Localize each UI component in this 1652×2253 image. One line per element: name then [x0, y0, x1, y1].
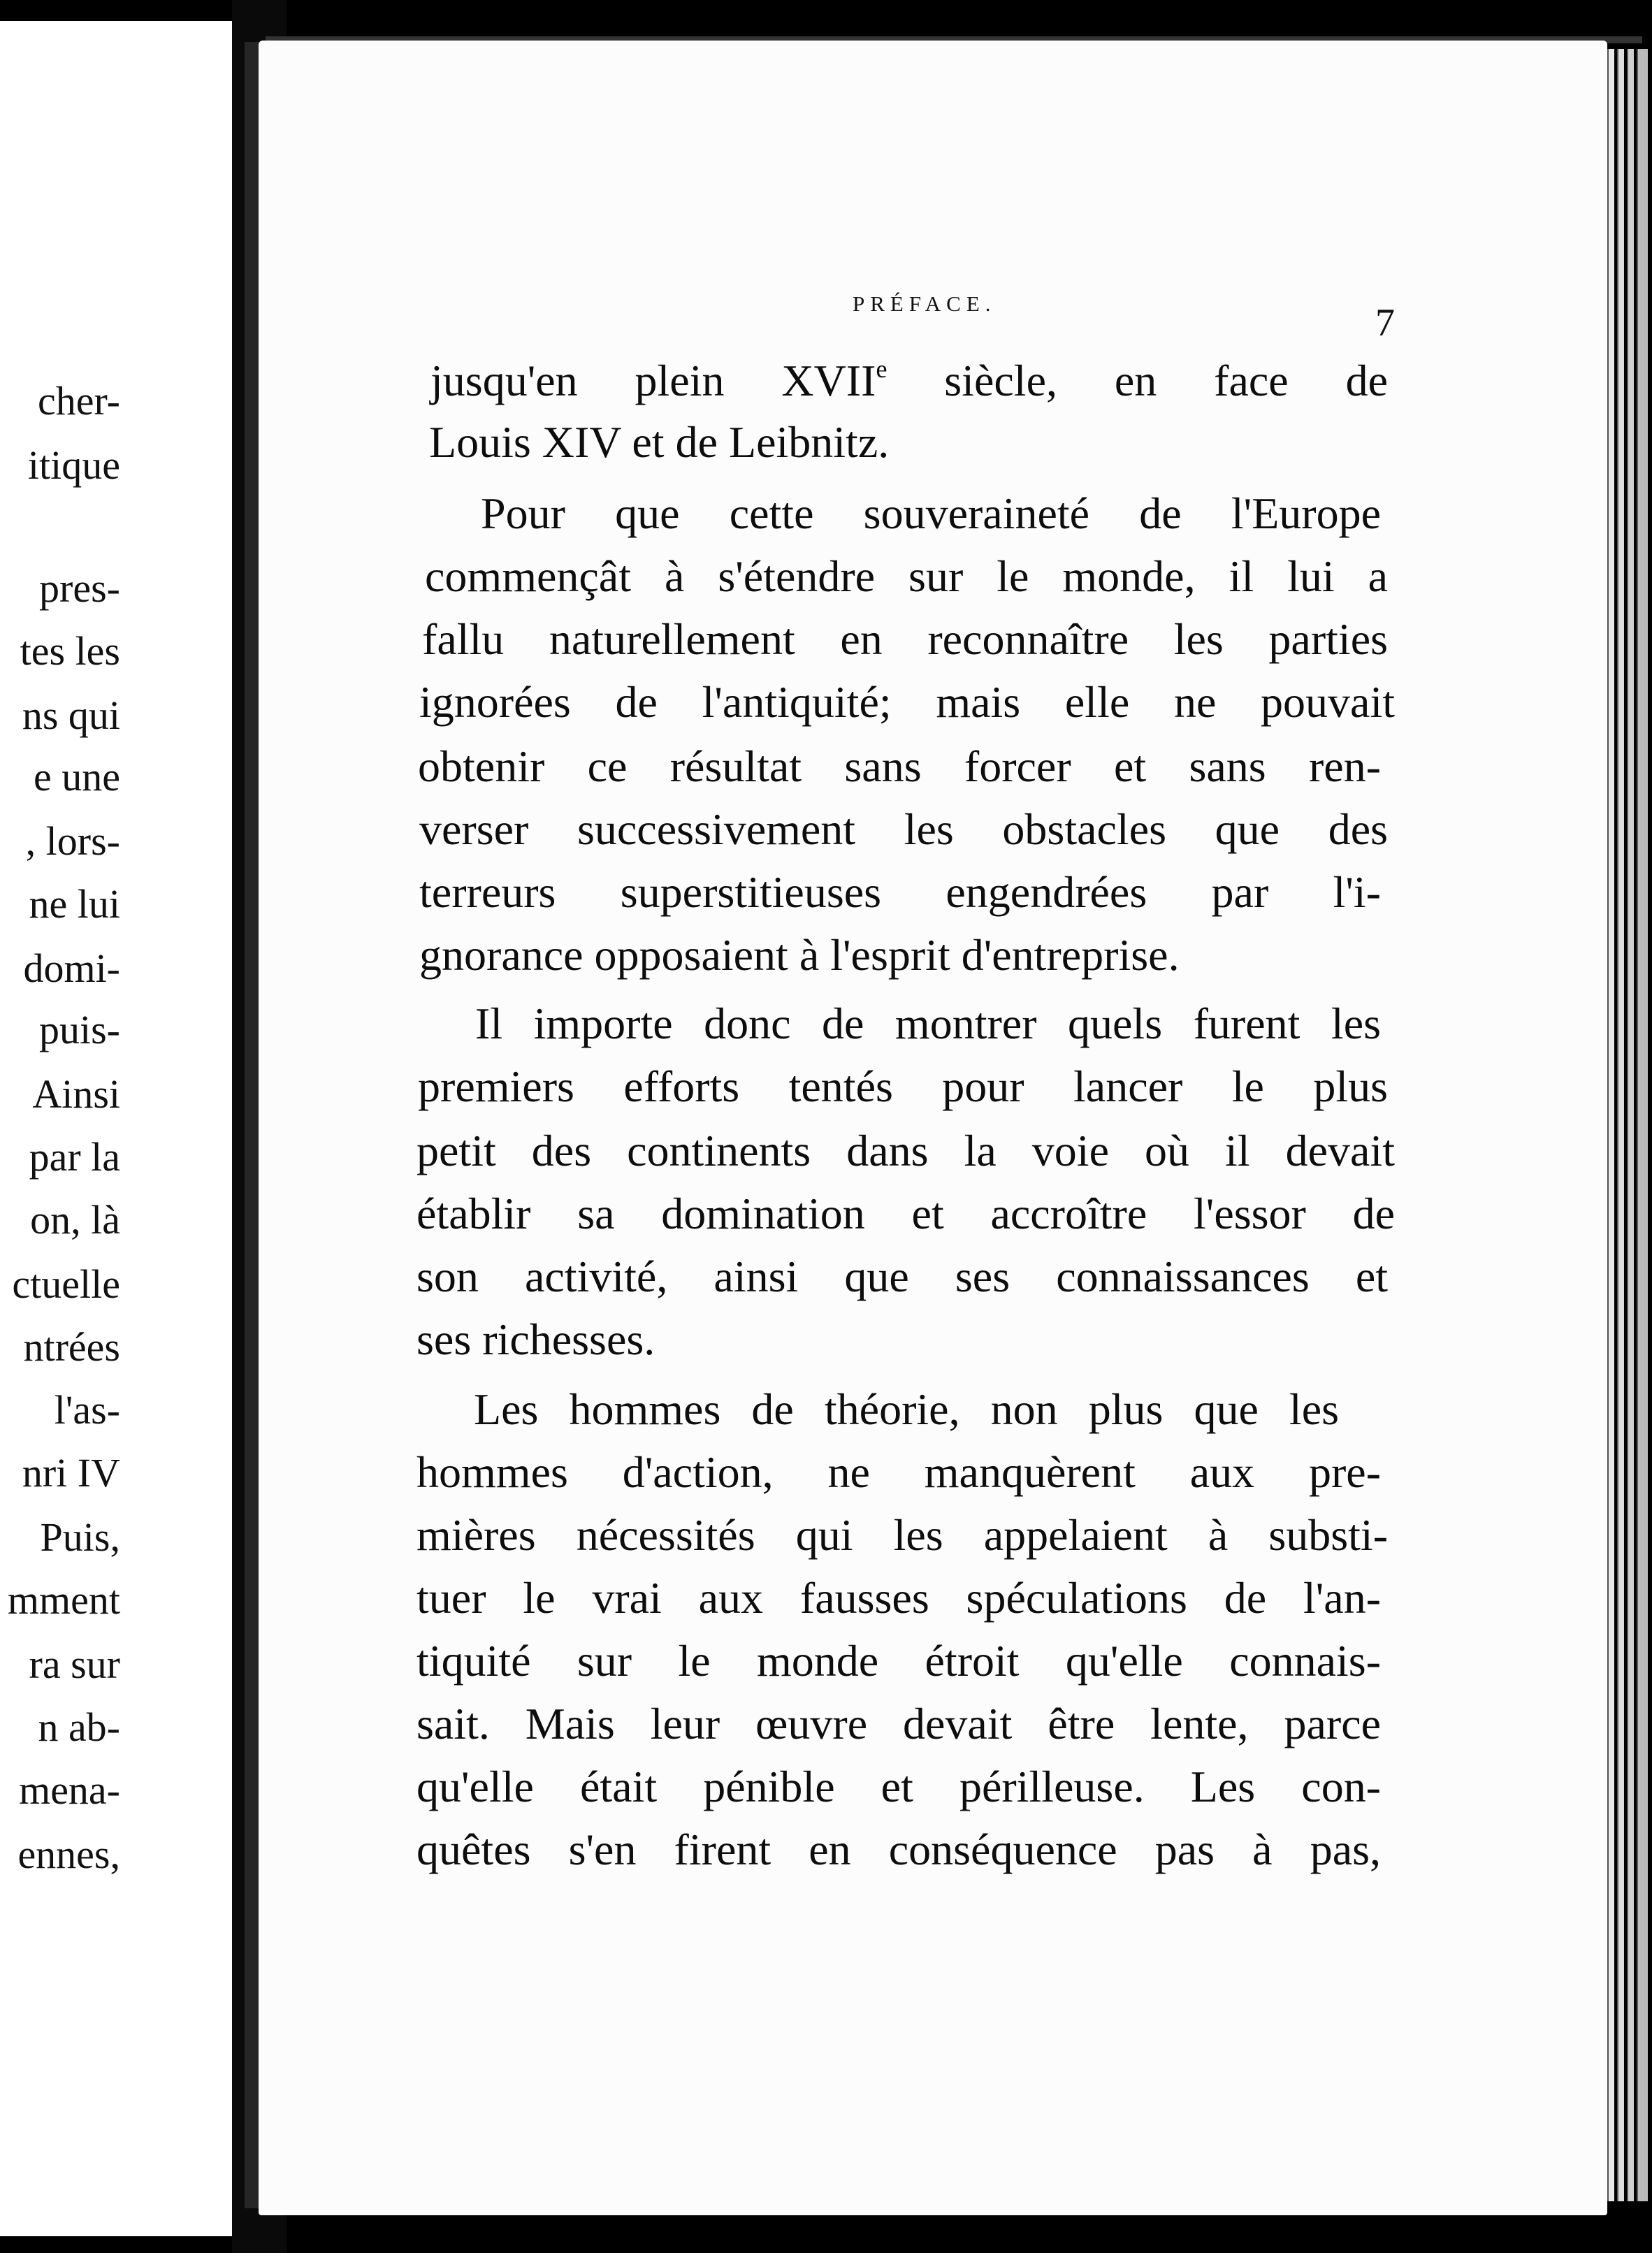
facing-page-line: mena- [19, 1767, 120, 1813]
text-line [430, 355, 1388, 407]
text-line [416, 1509, 1388, 1561]
text-line [429, 416, 889, 468]
text-segment: terreurs superstitieuses engendrées par l'i- [419, 867, 1381, 917]
text-line [422, 614, 1388, 665]
text-line [425, 551, 1388, 602]
text-line [474, 1384, 1339, 1435]
page-edge [1627, 49, 1634, 2201]
text-line [416, 1824, 1381, 1876]
superscript: e [876, 355, 887, 383]
text-segment: Les hommes de théorie, non plus que les [474, 1384, 1339, 1434]
text-line [419, 867, 1381, 918]
text-segment: ignorées de l'antiquité; mais elle ne pouvait [419, 677, 1395, 727]
text-line [418, 741, 1381, 792]
text-line [416, 1572, 1381, 1624]
text-line [416, 1188, 1395, 1240]
facing-page-line: Puis, [40, 1514, 120, 1560]
facing-page-line: cher- [38, 378, 120, 423]
running-head: PRÉFACE. [853, 291, 997, 316]
text-segment: Pour que cette souveraineté de l'Europe [481, 488, 1381, 538]
facing-page-line: n ab- [38, 1704, 120, 1750]
text-segment: commençât à s'étendre sur le monde, il lui a [425, 551, 1388, 601]
text-line [475, 998, 1381, 1050]
facing-page-left [0, 21, 232, 2236]
text-segment: sait. Mais leur œuvre devait être lente, parce [416, 1699, 1381, 1748]
facing-page-line: , lors- [25, 818, 120, 864]
facing-page-line: nri IV [22, 1450, 120, 1495]
facing-page-line: domi- [23, 946, 120, 991]
text-line [416, 1251, 1388, 1303]
text-line [418, 1061, 1388, 1113]
text-segment: quêtes s'en firent en conséquence pas à pas, [416, 1825, 1381, 1874]
facing-page-line: l'as- [54, 1387, 120, 1433]
text-line [416, 1635, 1381, 1687]
facing-page-line: tes les [20, 628, 120, 674]
text-line [416, 1125, 1395, 1177]
facing-page-line: pres- [39, 565, 120, 611]
text-segment: Il importe donc de montrer quels furent les [475, 999, 1381, 1048]
text-segment: ses richesses. [416, 1314, 655, 1364]
text-line [416, 1447, 1381, 1498]
page-edge [1637, 49, 1648, 2201]
text-line [419, 676, 1395, 728]
text-segment: gnorance opposaient à l'esprit d'entreprise. [419, 930, 1180, 980]
facing-page-line: ne lui [29, 881, 120, 927]
text-line [416, 1761, 1381, 1813]
facing-page-line: ntrées [23, 1324, 120, 1370]
text-line [416, 1698, 1381, 1750]
text-line [419, 804, 1388, 855]
text-segment: établir sa domination et accroître l'essor de [416, 1189, 1395, 1238]
facing-page-line: ctuelle [12, 1261, 120, 1307]
text-segment: verser successivement les obstacles que des [419, 804, 1388, 854]
text-segment: mières nécessités qui les appelaient à substi- [416, 1510, 1388, 1560]
text-segment: hommes d'action, ne manquèrent aux pre- [416, 1447, 1381, 1497]
text-line [419, 929, 1180, 981]
facing-page-line: on, là [30, 1197, 120, 1243]
page-edge [1617, 49, 1624, 2201]
text-segment: Louis XIV et de Leibnitz. [429, 417, 890, 467]
text-line [481, 488, 1381, 539]
text-segment: siècle, en face de [887, 356, 1389, 405]
facing-page-line: ns qui [22, 693, 120, 738]
text-segment: tiquité sur le monde étroit qu'elle connais- [416, 1636, 1381, 1686]
text-segment: petit des continents dans la voie où il devait [416, 1126, 1395, 1175]
text-segment: premiers efforts tentés pour lancer le plus [418, 1062, 1388, 1111]
text-segment: jusqu'en plein XVII [430, 356, 876, 405]
text-segment: tuer le vrai aux fausses spéculations de l'an- [416, 1573, 1381, 1623]
facing-page-line: mment [7, 1577, 120, 1623]
facing-page-line: itique [27, 442, 120, 488]
facing-page-line: ra sur [29, 1642, 120, 1687]
page-edge [1607, 49, 1614, 2201]
facing-page-line: puis- [39, 1007, 120, 1052]
page-number: 7 [1375, 301, 1395, 345]
text-segment: obtenir ce résultat sans forcer et sans ren- [418, 741, 1381, 791]
facing-page-line: par la [29, 1134, 120, 1180]
facing-page-line: ennes, [17, 1832, 120, 1877]
text-line [416, 1314, 655, 1365]
text-segment: son activité, ainsi que ses connaissances et [416, 1252, 1388, 1301]
text-segment: fallu naturellement en reconnaître les parties [422, 614, 1388, 664]
facing-page-line: e une [34, 754, 120, 799]
text-segment: qu'elle était pénible et périlleuse. Les con- [416, 1762, 1381, 1811]
facing-page-line: Ainsi [32, 1071, 120, 1117]
